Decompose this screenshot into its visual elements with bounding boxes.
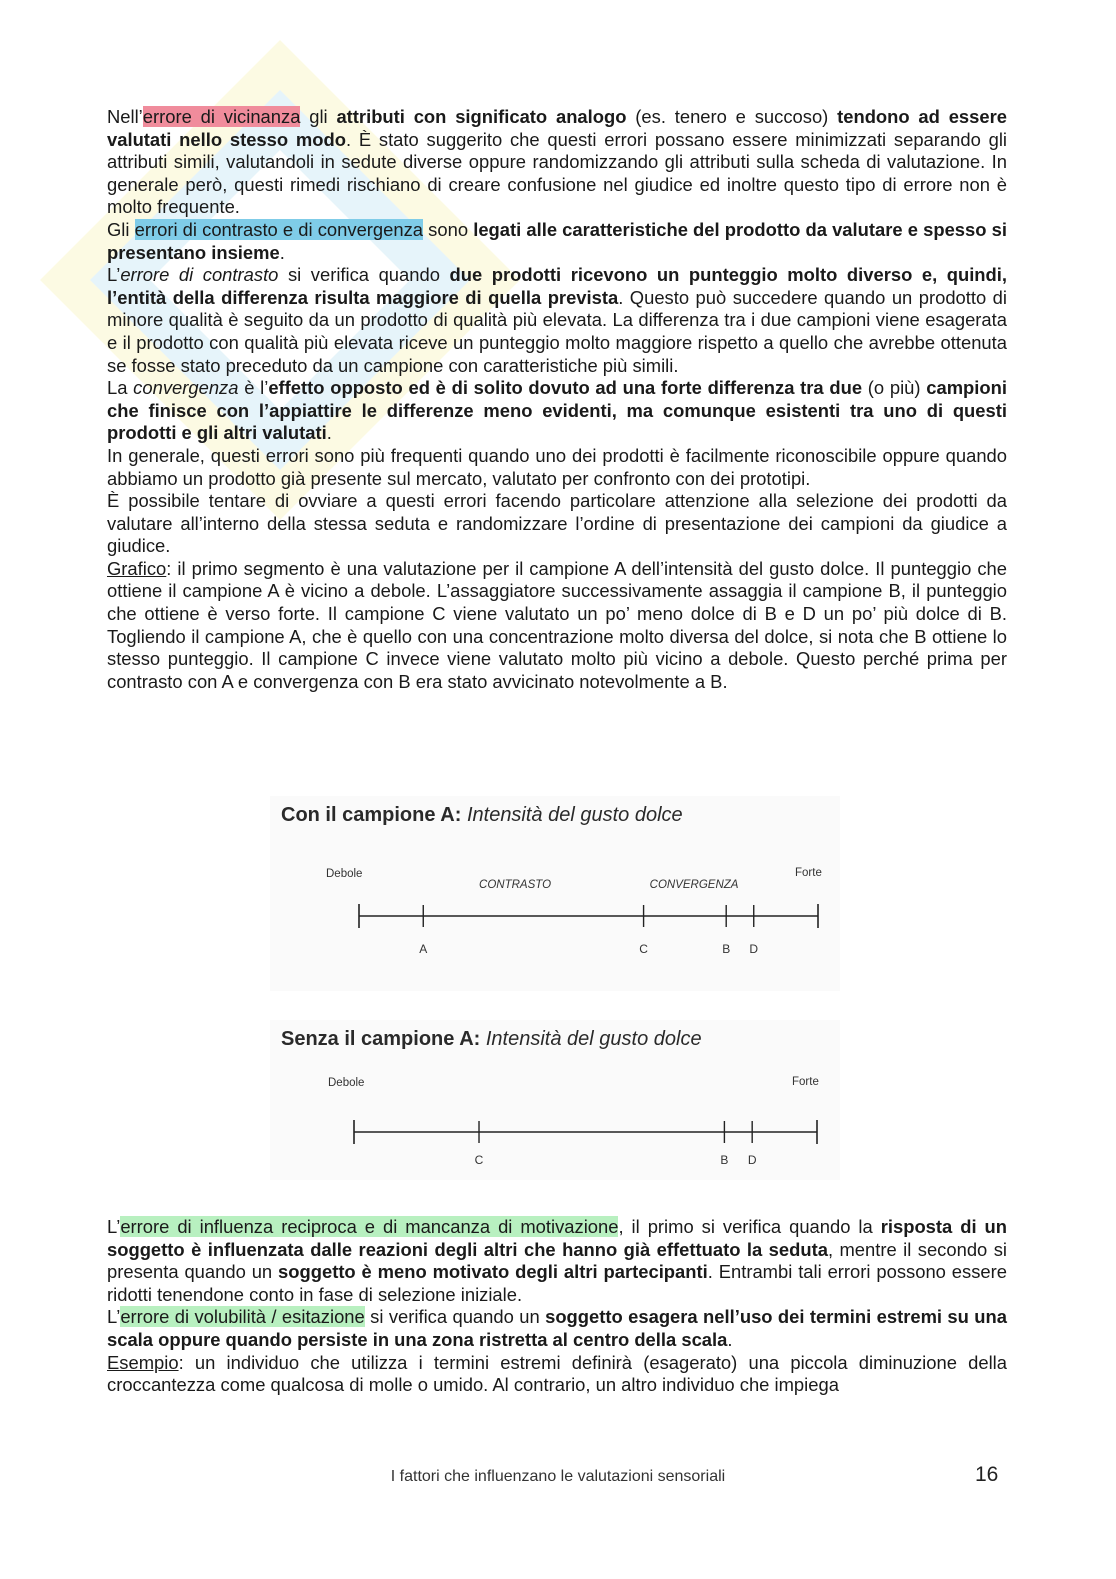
chart-title: Senza il campione A: Intensità del gusto dolce [281,1028,702,1050]
main-text-2 [107,1216,1007,1397]
paragraph-ovviare: È possibile tentare di ovviare a questi errori facendo particolare attenzione alla selezione dei prodotti da valutare all’interno della stessa seduta e randomizzare l’ordine di presentazione dei campioni da giudice a giudice. [107,490,1007,557]
left-label: Debole [328,1077,365,1089]
page-number: 16 [975,1463,999,1486]
paragraph-in-generale: In generale, questi errori sono più frequenti quando uno dei prodotti è facilmente riconoscibile oppure quando abbiamo un prodotto già presente sul mercato, valutato per confronto con dei prototipi. [107,444,1007,489]
annotation-contrasto: CONTRASTO [479,879,552,891]
chart-con-campione-a [270,796,840,991]
paragraph-vicinanza: Nell’errore di vicinanza gli attributi con significato analogo (es. tenero e succoso) tendono ad essere valutati nello stesso modo. È stato suggerito che questi errori possano essere minimizzati separando gli attributi simili, valutandoli in sedute diverse oppure randomizzando gli attributi sulla scheda di valutazione. In generale però, questi rimedi rischiano di creare confusione nel giudice ed inoltre questo tipo di errore non è molto frequente. [107,106,1007,218]
annotation-convergenza: CONVERGENZA [649,879,739,891]
chart-title: Con il campione A: Intensità del gusto dolce [281,804,683,826]
right-label: Forte [795,867,822,879]
tick-label-b: B [720,1153,729,1167]
paragraph-grafico: Grafico: il primo segmento è una valutazione per il campione A dell’intensità del gusto dolce. Il punteggio che ottiene il campione A è vicino a debole. L’assaggiatore successivamente assaggia il campione B, il punteggio che ottiene è verso forte. Il campione C viene valutato un po’ meno dolce di B e D un po’ più dolce di B. Togliendo il campione A, che è quello con una concentrazione molto diversa del dolce, si nota che B ottiene lo stesso punteggio. Il campione C invece viene valutato molto più vicino a debole. Questo perché prima per contrasto con A e convergenza con B era stato avvicinato notevolmente a B. [107,557,1007,692]
highlight-errore-volubilita: errore di volubilità / esitazione [120,1306,365,1328]
paragraph-esempio: Esempio: un individuo che utilizza i termini estremi definirà (esagerato) una piccola diminuzione della croccantezza come qualcosa di molle o umido. Al contrario, un altro individuo che impiega [107,1351,1007,1396]
paragraph-influenza-reciproca: L’errore di influenza reciproca e di mancanza di motivazione, il primo si verifica quando la risposta di un soggetto è influenzata dalle reazioni degli altri che hanno già effettuato la seduta, mentre il secondo si presenta quando un soggetto è meno motivato degli altri partecipanti. Entrambi tali errori possono essere ridotti tenendone conto in fase di selezione iniziale. [107,1216,1007,1305]
chart-senza-campione-a [270,1020,840,1180]
paragraph-errore-contrasto: L’errore di contrasto si verifica quando due prodotti ricevono un punteggio molto diverso e, quindi, l’entità della differenza risulta maggiore di quella prevista. Questo può succedere quando un prodotto di minore qualità è seguito da un prodotto di qualità più elevata. La differenza tra i due campioni viene esagerata e il prodotto con qualità più elevata riceve un punteggio molto maggiore rispetto a quello che avrebbe ottenuta se fosse stato preceduto da un campione con caratteristiche più simili. [107,264,1007,376]
paragraph-contrasto-convergenza: Gli errori di contrasto e di convergenza sono legati alle caratteristiche del prodotto da valutare e spesso si presentano insieme. [107,218,1007,263]
highlight-errore-vicinanza: errore di vicinanza [142,106,301,127]
tick-label-a: A [419,942,428,956]
tick-label-d: D [747,1153,757,1167]
tick-label-c: C [474,1153,484,1167]
paragraph-volubilita: L’errore di volubilità / esitazione si verifica quando un soggetto esagera nell’uso dei termini estremi su una scala oppure quando persiste in una zona ristretta al centro della scala. [107,1306,1007,1350]
right-label: Forte [792,1076,819,1088]
highlight-errore-influenza: errore di influenza reciproca e di mancanza di motivazione [120,1216,619,1237]
tick-label-d: D [749,942,759,956]
highlight-errori-contrasto: errori di contrasto e di convergenza [134,218,424,240]
tick-label-b: B [722,942,731,956]
scale-svg [270,1020,840,1180]
scale-svg [270,796,840,991]
page-footer: I fattori che influenzano le valutazioni sensoriali [390,1468,726,1485]
left-label: Debole [326,868,363,880]
tick-label-c: C [639,942,648,956]
main-text [107,106,1007,693]
paragraph-convergenza: La convergenza è l’effetto opposto ed è di solito dovuto ad una forte differenza tra due (o più) campioni che finisce con l’appiattire le differenze meno evidenti, ma comunque esistenti tra uno di questi prodotti e gli altri valutati. [107,377,1007,444]
